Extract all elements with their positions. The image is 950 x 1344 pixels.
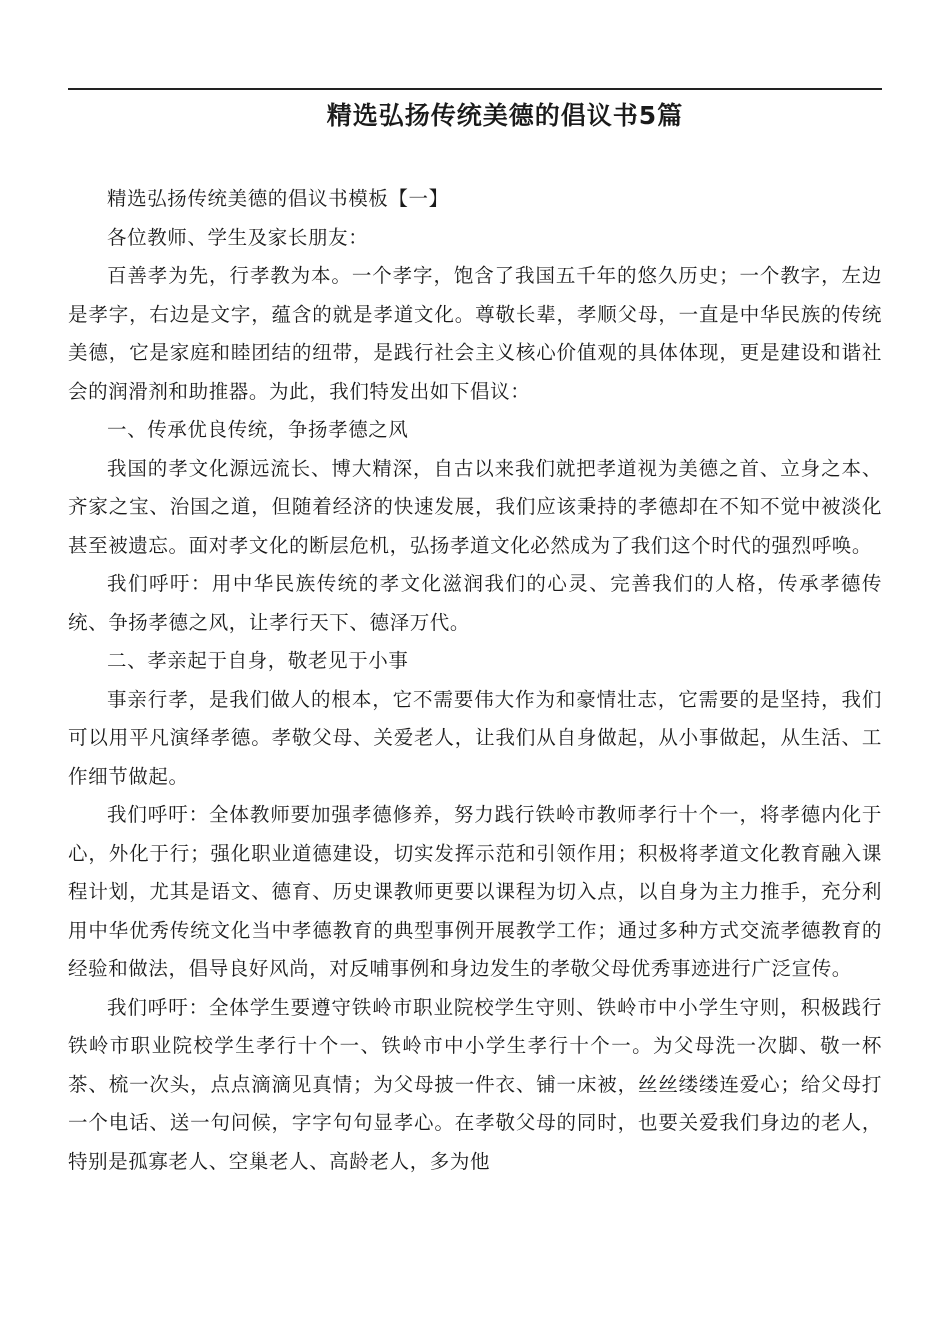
body-paragraph: 我们呼吁：全体教师要加强孝德修养，努力践行铁岭市教师孝行十个一，将孝德内化于心，外化于行；强化职业道德建设，切实发挥示范和引领作用；积极将孝道文化教育融入课程计划，尤其是语文、德育、历史课教师更要以课程为切入点，以自身为主力推手，充分利用中华优秀传统文化当中孝德教育的典型事例开展教学工作；通过多种方式交流孝德教育的经验和做法，倡导良好风尚，对反哺事例和身边发生的孝敬父母优秀事迹进行广泛宣传。 — [68, 803, 882, 980]
body-paragraph: 我们呼吁：用中华民族传统的孝文化滋润我们的心灵、完善我们的人格，传承孝德传统、争扬孝德之风，让孝行天下、德泽万代。 — [68, 572, 882, 634]
salutation: 各位教师、学生及家长朋友： — [107, 225, 369, 249]
body-paragraph: 我国的孝文化源远流长、博大精深，自古以来我们就把孝道视为美德之首、立身之本、齐家之宝、治国之道，但随着经济的快速发展，我们应该秉持的孝德却在不知不觉中被淡化甚至被遗忘。面对孝文化的断层危机，弘扬孝道文化必然成为了我们这个时代的强烈呼唤。 — [68, 456, 882, 557]
header-rule — [68, 88, 882, 90]
document-title: 精选弘扬传统美德的倡议书5篇 — [326, 101, 684, 130]
body-paragraph: 事亲行孝，是我们做人的根本，它不需要伟大作为和豪情壮志，它需要的是坚持，我们可以用平凡演绎孝德。孝敬父母、关爱老人，让我们从自身做起，从小事做起，从生活、工作细节做起。 — [68, 687, 882, 788]
template-heading: 精选弘扬传统美德的倡议书模板【一】 — [107, 187, 449, 210]
section-heading: 一、传承优良传统，争扬孝德之风 — [107, 418, 409, 441]
document-body — [68, 180, 882, 1181]
section-heading: 二、孝亲起于自身，敬老见于小事 — [107, 649, 409, 672]
body-paragraph: 百善孝为先，行孝教为本。一个孝字，饱含了我国五千年的悠久历史；一个教字，左边是孝字，右边是文字，蕴含的就是孝道文化。尊敬长辈，孝顺父母，一直是中华民族的传统美德，它是家庭和睦团结的纽带，是践行社会主义核心价值观的具体体现，更是建设和谐社会的润滑剂和助推器。为此，我们特发出如下倡议： — [68, 264, 882, 403]
body-paragraph: 我们呼吁：全体学生要遵守铁岭市职业院校学生守则、铁岭市中小学生守则，积极践行铁岭市职业院校学生孝行十个一、铁岭市中小学生孝行十个一。为父母洗一次脚、敬一杯茶、梳一次头，点点滴滴见真情；为父母披一件衣、铺一床被，丝丝缕缕连爱心；给父母打一个电话、送一句问候，字字句句显孝心。在孝敬父母的同时，也要关爱我们身边的老人，特别是孤寡老人、空巢老人、高龄老人，多为他 — [68, 995, 882, 1173]
